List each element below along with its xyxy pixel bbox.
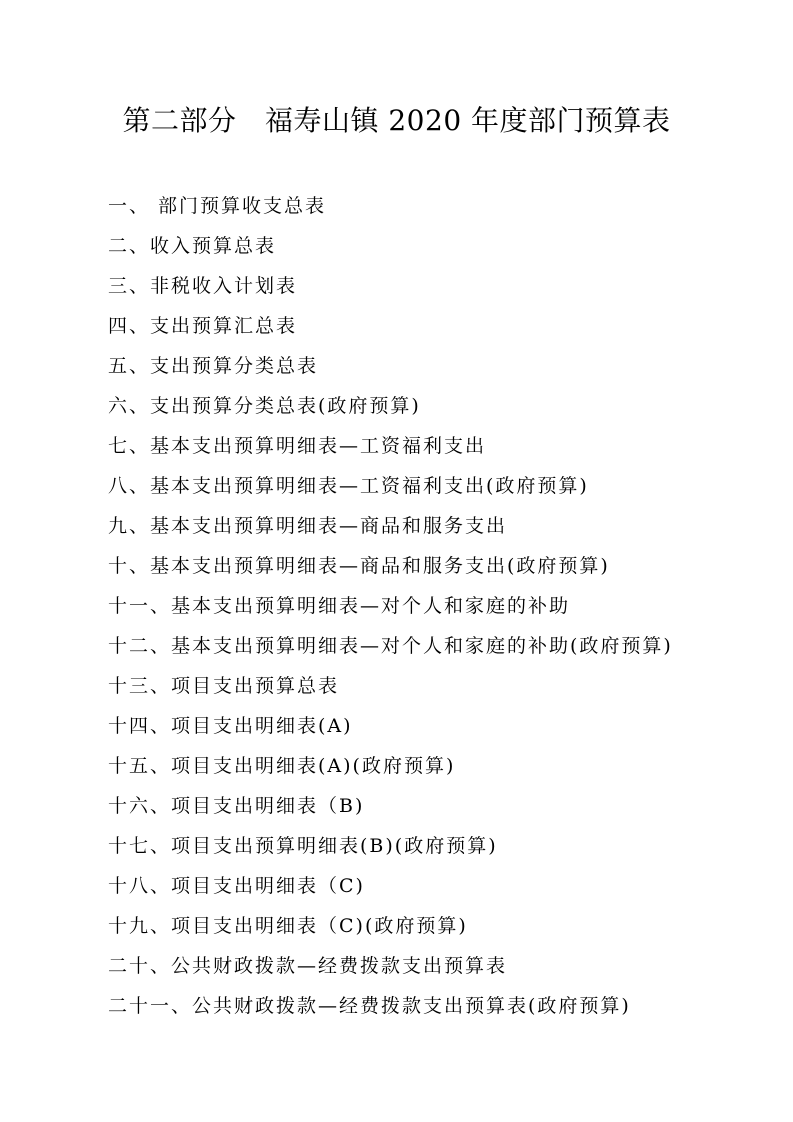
- toc-item: 二十、公共财政拨款—经费拨款支出预算表: [108, 955, 508, 977]
- toc-item: 十三、项目支出预算总表: [108, 675, 340, 697]
- toc-item: 二十一、公共财政拨款—经费拨款支出预算表(政府预算): [108, 995, 631, 1017]
- toc-item: 五、支出预算分类总表: [108, 355, 319, 377]
- toc-item: 十一、基本支出预算明细表—对个人和家庭的补助: [108, 595, 571, 617]
- toc-item: 十二、基本支出预算明细表—对个人和家庭的补助(政府预算): [108, 635, 673, 657]
- toc-item: 七、基本支出预算明细表—工资福利支出: [108, 435, 487, 457]
- toc-item: 二、收入预算总表: [108, 235, 277, 257]
- toc-item: 十八、项目支出明细表（C): [108, 875, 365, 897]
- page-title: 第二部分 福寿山镇 2020 年度部门预算表: [122, 104, 671, 137]
- toc-item: 八、基本支出预算明细表—工资福利支出(政府预算): [108, 475, 589, 497]
- toc-item: 九、基本支出预算明细表—商品和服务支出: [108, 515, 508, 537]
- toc-item: 十、基本支出预算明细表—商品和服务支出(政府预算): [108, 555, 610, 577]
- toc-item: 十六、项目支出明细表（B): [108, 795, 365, 817]
- toc-item: 三、非税收入计划表: [108, 275, 298, 297]
- toc-item: 六、支出预算分类总表(政府预算): [108, 395, 421, 417]
- toc-item: 四、支出预算汇总表: [108, 315, 298, 337]
- toc-item: 十七、项目支出预算明细表(B)(政府预算): [108, 835, 498, 857]
- toc-item: 十五、项目支出明细表(A)(政府预算): [108, 755, 456, 777]
- table-of-contents: [108, 186, 768, 1026]
- toc-item: 一、 部门预算收支总表: [108, 195, 327, 217]
- toc-item: 十四、项目支出明细表(A): [108, 715, 353, 737]
- toc-item: 十九、项目支出明细表（C)(政府预算): [108, 915, 468, 937]
